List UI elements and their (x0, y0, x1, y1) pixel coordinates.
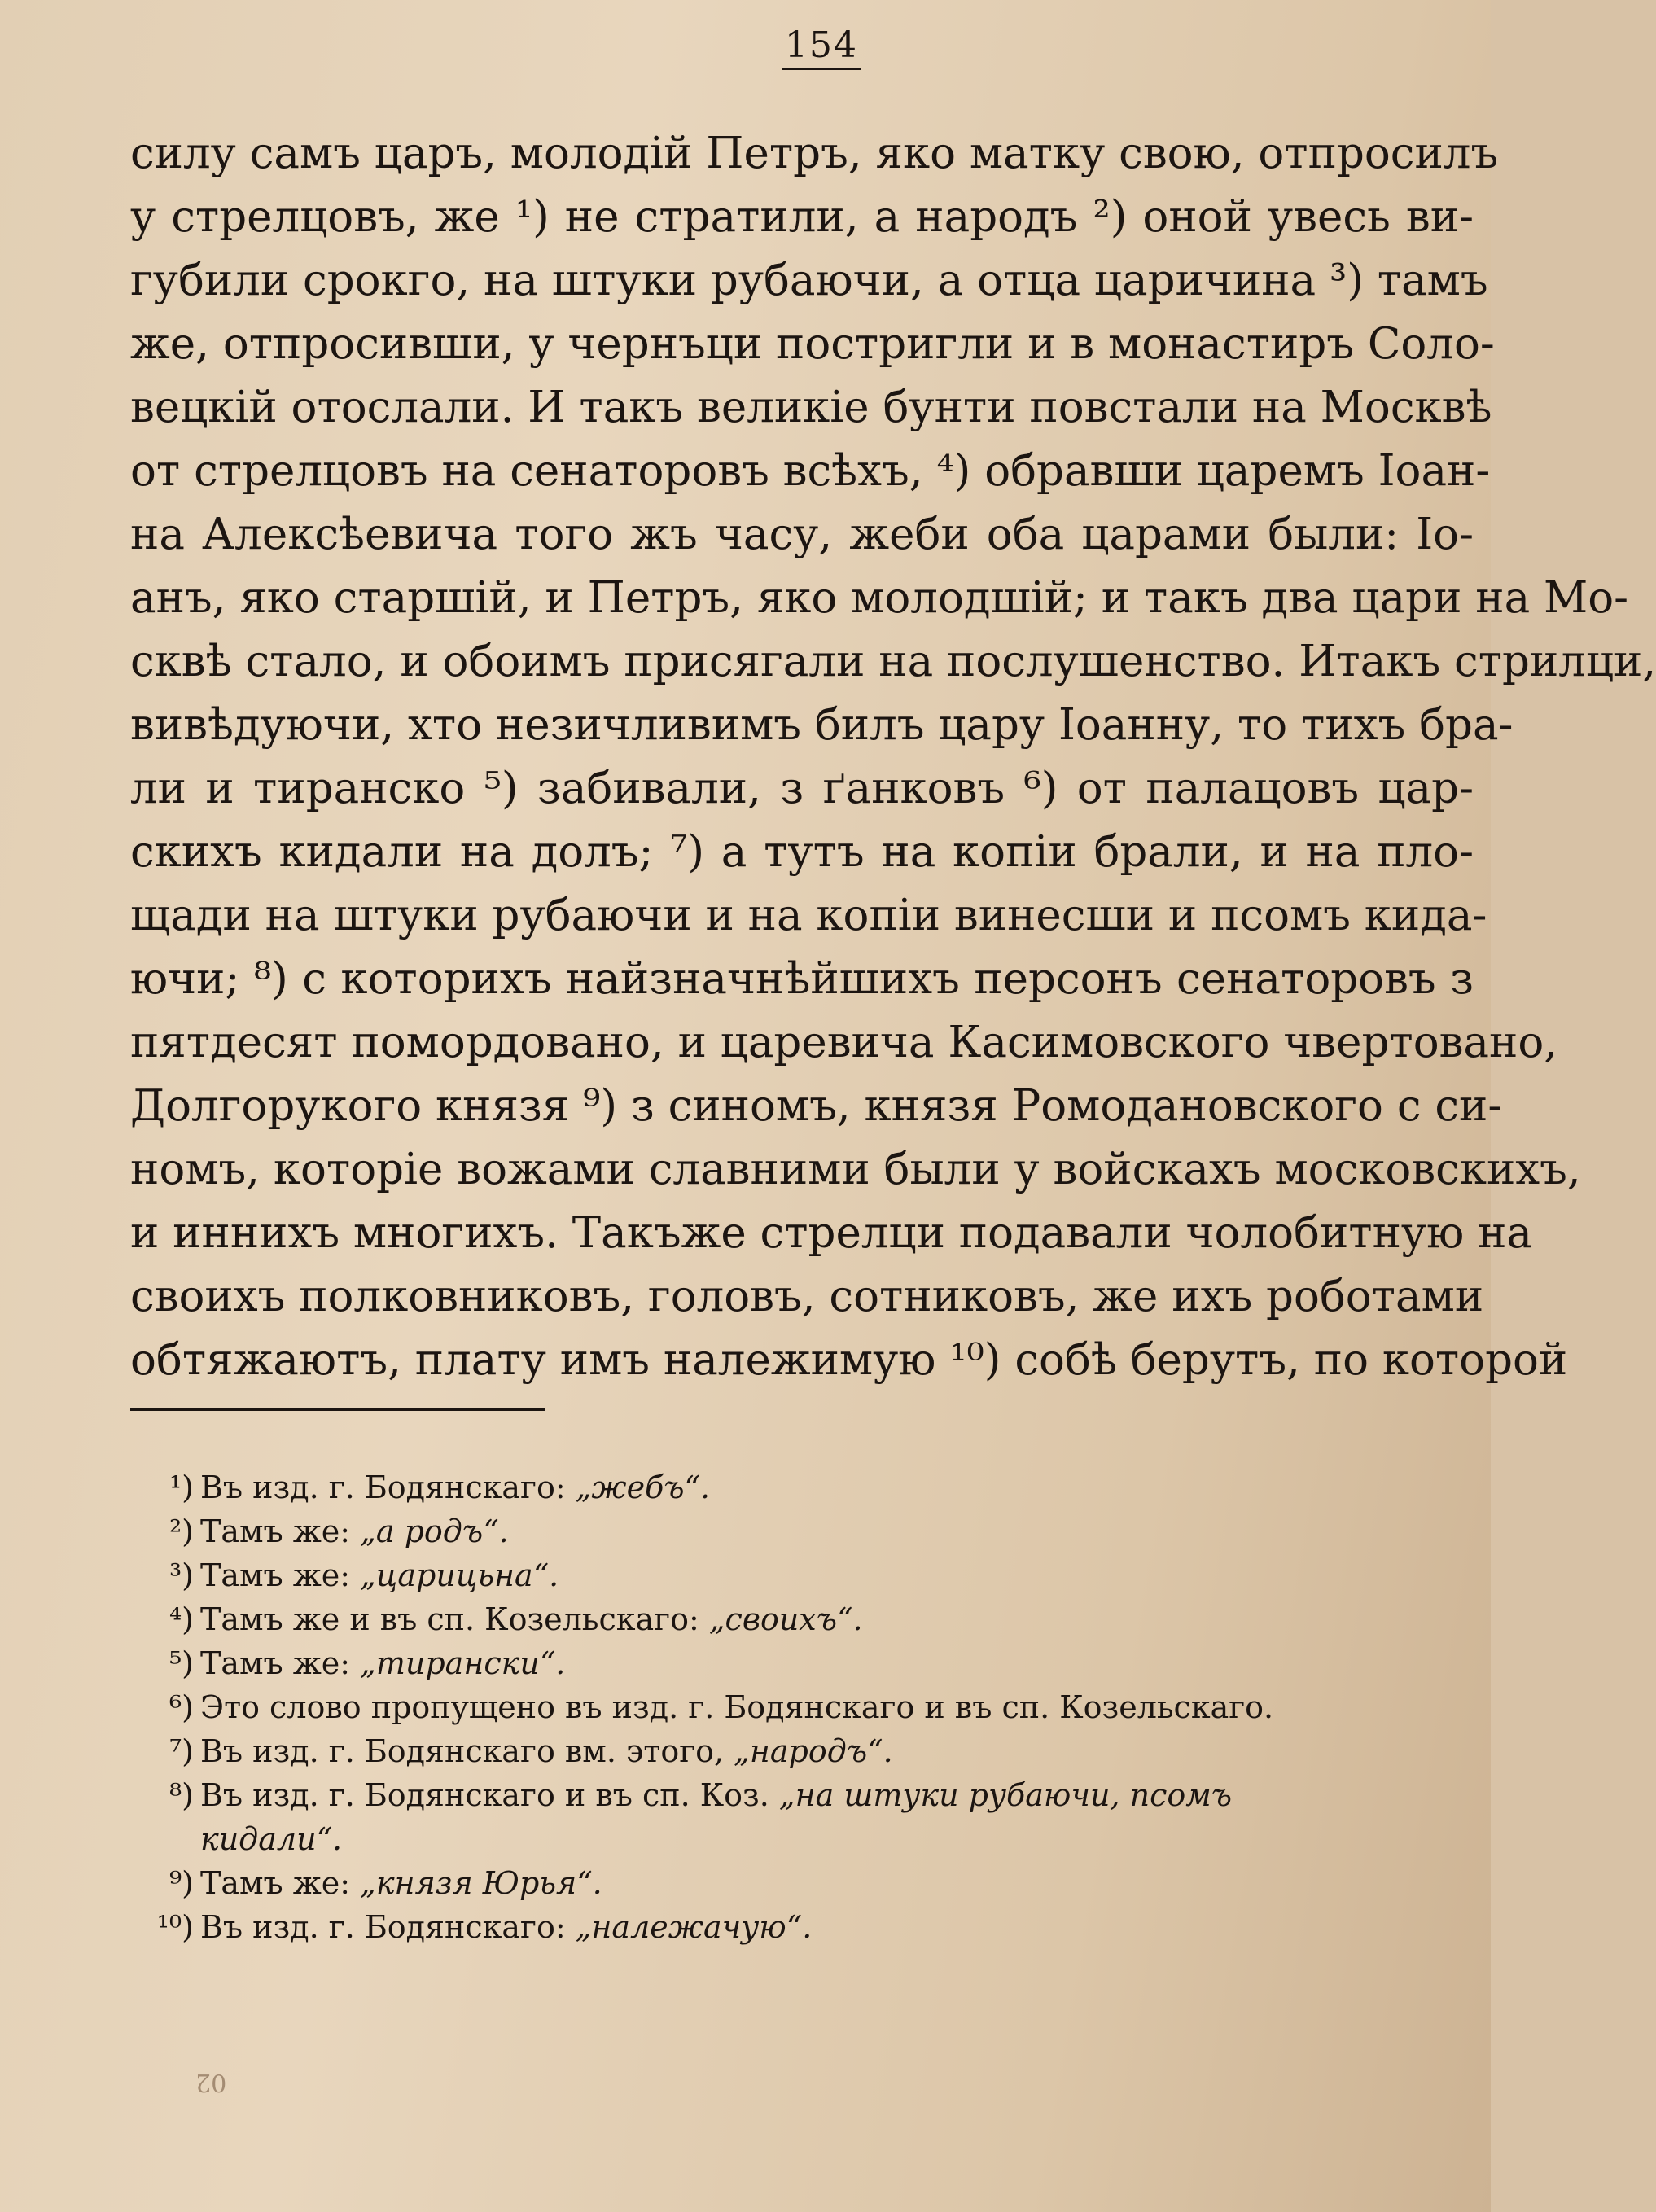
footnote (130, 1905, 1482, 1949)
text-line: вецкій отослали. И такъ великіе бунти повстали на Москвѣ (130, 383, 1492, 432)
text-line: ючи; ⁸) с которихъ найзначнѣйшихъ персонъ сенаторовъ з (130, 954, 1474, 1004)
footnote (130, 1641, 1482, 1685)
footnote-text: Тамъ же: (200, 1557, 361, 1593)
text-line: же, отпросивши, у чернъци постригли и в монастиръ Соло- (130, 319, 1495, 369)
footnote-number: ⁶) (169, 1689, 194, 1725)
main-text (130, 122, 1656, 1392)
footnote-text: Въ изд. г. Бодянскаго: (200, 1470, 576, 1505)
footnote-number: ¹⁰) (156, 1909, 194, 1945)
footnote (130, 1685, 1482, 1729)
page-number: 154 (782, 24, 861, 70)
text-line: у стрелцовъ, же ¹) не стратили, а народъ ²) оной увесь ви- (130, 192, 1474, 242)
footnote-text: Это слово пропущено въ изд. г. Бодянскаго и въ сп. Козельскаго. (200, 1689, 1274, 1725)
footnote-number: ⁵) (169, 1645, 194, 1681)
footnote-number: ⁴) (169, 1601, 194, 1637)
text-line: силу самъ царъ, молодій Петръ, яко матку свою, отпросилъ (130, 129, 1499, 178)
footnote (130, 1553, 1482, 1597)
footnote-quote: „своихъ“. (708, 1601, 863, 1637)
text-line: Долгорукого князя ⁹) з синомъ, князя Ромодановского с си- (130, 1081, 1503, 1131)
footnote-number: ⁷) (169, 1733, 194, 1769)
footnote-separator (130, 1408, 545, 1411)
footnote (130, 1817, 1482, 1861)
text-line: анъ, яко старшій, и Петръ, яко молодшій; и такъ два цари на Мо- (130, 573, 1629, 623)
text-line: на Алексѣевича того жъ часу, жеби оба царами были: Іо- (130, 510, 1474, 559)
footnote-quote: „належачую“. (575, 1909, 813, 1945)
footnote-number: ⁹) (169, 1865, 194, 1901)
footnote-quote: „князя Юрья“. (360, 1865, 602, 1901)
footnote-number: ³) (169, 1557, 194, 1593)
footnote-quote: „народъ“. (734, 1733, 893, 1769)
text-line: щади на штуки рубаючи и на копіи винесши и псомъ кида- (130, 891, 1487, 940)
text-line: вивѣдуючи, хто незичливимъ билъ цару Іоанну, то тихъ бра- (130, 700, 1514, 750)
text-line: ли и тиранско ⁵) забивали, з ґанковъ ⁶) от палацовъ цар- (130, 764, 1474, 813)
footnote-text: Въ изд. г. Бодянскаго: (200, 1909, 576, 1945)
text-line: номъ, которіе вожами славними были у войскахъ московскихъ, (130, 1145, 1581, 1194)
text-line: своихъ полковниковъ, головъ, сотниковъ, же ихъ роботами (130, 1272, 1484, 1321)
footnote-quote: „на штуки рубаючи, псомъ (778, 1777, 1233, 1813)
footnote (130, 1465, 1482, 1509)
footnote-quote: „жебъ“. (575, 1470, 711, 1505)
text-line: сквѣ стало, и обоимъ присягали на послушенство. Итакъ стрилци, (130, 637, 1656, 686)
text-line: скихъ кидали на долъ; ⁷) а тутъ на копіи брали, и на пло- (130, 827, 1474, 877)
footnote-quote: „царицьна“. (360, 1557, 559, 1593)
footnotes (130, 1465, 1482, 1949)
footnote (130, 1861, 1482, 1905)
text-line: обтяжаютъ, плату имъ належимую ¹⁰) собѣ берутъ, по которой (130, 1335, 1568, 1385)
footnote-text: Въ изд. г. Бодянскаго и въ сп. Коз. (200, 1777, 779, 1813)
footnote-text: Тамъ же: (200, 1865, 361, 1901)
footnote-text: Тамъ же и въ сп. Козельскаго: (200, 1601, 709, 1637)
footnote (130, 1773, 1482, 1817)
footnote (130, 1509, 1482, 1553)
footnote-number: ²) (169, 1513, 194, 1549)
footnote (130, 1729, 1482, 1773)
footnote (130, 1597, 1482, 1641)
footnote-quote: „а родъ“. (360, 1513, 509, 1549)
text-line: от стрелцовъ на сенаторовъ всѣхъ, ⁴) обравши царемъ Іоан- (130, 446, 1491, 496)
bleed-through-mark: 02 (195, 2068, 227, 2096)
footnote-text: Тамъ же: (200, 1513, 361, 1549)
text-line: и иннихъ многихъ. Такъже стрелци подавали чолобитную на (130, 1208, 1533, 1258)
footnote-number: ¹) (169, 1470, 194, 1505)
footnote-quote: „тирански“. (360, 1645, 566, 1681)
footnote-number: ⁸) (169, 1777, 194, 1813)
footnote-text: Тамъ же: (200, 1645, 361, 1681)
text-line: пятдесят помордовано, и царевича Касимовского чвертовано, (130, 1018, 1558, 1067)
footnote-text: Въ изд. г. Бодянскаго вм. этого, (200, 1733, 734, 1769)
footnote-quote: кидали“. (200, 1821, 343, 1857)
text-line: губили срокго, на штуки рубаючи, а отца царичина ³) тамъ (130, 256, 1488, 305)
